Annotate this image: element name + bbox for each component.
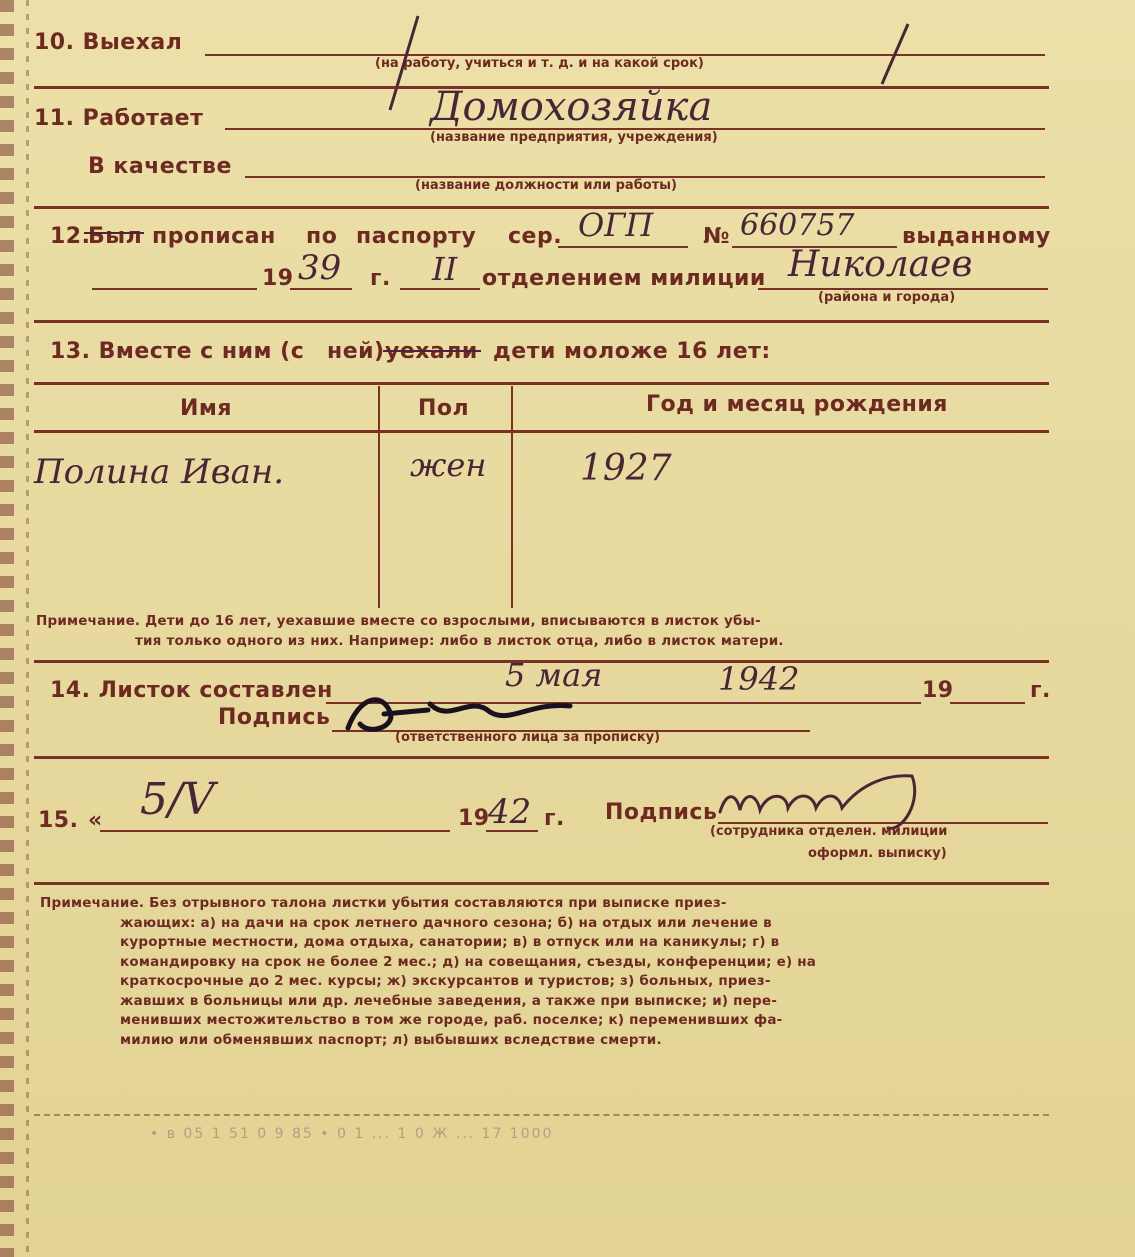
row12-text-a: прописан [152,224,276,249]
row12-number: 12. [50,224,91,249]
row15-year-prefix: 19 [458,806,490,831]
row12-number-value: 660757 [740,208,855,243]
row15-label: 15. [38,808,79,833]
child-name: Полина Иван. [34,452,285,492]
children-col-birth: Год и месяц рождения [646,392,948,417]
row15-divider [34,882,1049,885]
row13-strikeout [383,350,481,352]
row13-label-a: 13. Вместе с ним (с [50,339,305,364]
row11-position-label: В качестве [88,154,232,179]
row15-caption-2: оформл. выписку) [808,846,947,861]
note2 [40,894,817,1050]
note2-line: жающих: а) на дачи на срок летнего дачного сезона; б) на отдых или лечение в [120,914,772,931]
row12-issued: выданному [902,224,1051,249]
row14-label: 14. Листок составлен [50,678,333,703]
note2-line: Примечание. Без отрывного талона листки убытия составляются при выписке приез- [40,895,727,911]
row11-divider [34,206,1049,209]
row15-caption-1: (сотрудника отделен. милиции [710,824,948,839]
footer-imprint: • в 05 1 51 0 9 85 • 0 1 ... 1 0 Ж ... 17 1000 [150,1126,554,1142]
note1-line2: тия только одного из них. Например: либо в листок отца, либо в листок матери. [135,633,784,649]
children-table-top [34,382,1049,385]
children-col-divider-1 [378,386,380,608]
row14-year-value: 1942 [718,660,800,698]
row12-number-label: № [703,224,730,249]
row12-year-prefix: 19 [262,266,294,291]
row11-caption: (название предприятия, учреждения) [430,130,718,145]
row12-text-c: паспорту [356,224,477,249]
row15-date-underline [100,830,450,832]
row12-text-b: по [306,224,338,249]
row12-year-value: 39 [298,248,342,288]
children-col-name: Имя [180,396,233,421]
row14-day-value: 5 мая [505,656,603,694]
row12-struck-word: Был [88,224,143,249]
row14-sign-caption: (ответственного лица за прописку) [395,730,661,745]
row11-position-caption: (название должности или работы) [415,178,677,193]
row15-sign-label: Подпись [605,800,718,825]
row12-divider [34,320,1049,323]
row12-dept-label: отделением милиции [482,266,766,291]
child-birth: 1927 [580,448,672,489]
row13-label-her: ней) [327,339,385,364]
note2-line: курортные местности, дома отдыха, санатории; в) в отпуск или на каникулы; г) в [120,934,780,950]
children-col-sex: Пол [418,396,470,421]
perforation-left [0,0,14,1257]
footer-tear-line [34,1114,1049,1116]
row14-year-underline [950,702,1025,704]
row12-series-underline [558,246,688,248]
note2-line: командировку на срок не более 2 мес.; д) на совещания, съезды, конференции; е) на [120,953,817,970]
row14-sign-label: Подпись [218,705,331,730]
row12-dept-underline [400,288,480,290]
children-col-divider-2 [511,386,513,608]
row12-strikeout [84,232,144,234]
children-table-header-line [34,430,1049,433]
note2-line: жавших в больницы или др. лечебные заведения, а также при выписке; и) пере- [120,992,778,1009]
row15-year-suffix: г. [544,806,565,831]
row15-prefix: « [88,808,103,833]
child-sex: жен [410,446,487,484]
row14-year-prefix: 19 [922,678,954,703]
row11-workplace-value: Домохозяйка [430,84,713,130]
row14-year-suffix: г. [1030,678,1051,703]
row12-series-label: сер. [508,224,563,249]
row14-divider [34,756,1049,759]
row10-caption: (на работу, учиться и т. д. и на какой срок) [375,56,704,71]
row12-city-caption: (района и города) [818,290,956,305]
perforation-tear-line [26,0,29,1257]
row15-date-value: 5/V [140,774,215,825]
note2-line: краткосрочные до 2 мес. курсы; ж) экскурсантов и туристов; з) больных, приез- [120,973,771,989]
note2-line: милию или обменявших паспорт; л) выбывших вследствие смерти. [120,1031,662,1048]
row12-date-underline [92,288,257,290]
row12-dept-value: II [432,250,458,288]
note1-line1: Примечание. Дети до 16 лет, уехавшие вместе со взрослыми, вписываются в листок убы- [36,613,761,629]
note2-line: менивших местожительство в том же городе, раб. поселке; к) переменивших фа- [120,1012,783,1028]
row12-year-underline [290,288,352,290]
row13-label-struck: уехали [385,339,478,364]
row12-year-suffix: г. [370,266,391,291]
row10-label: 10. Выехал [34,30,183,55]
row12-series-value: ОГП [578,206,654,244]
row12-city-value: Николаев [788,244,973,285]
row13-label-b: дети моложе 16 лет: [493,339,771,364]
row11-label: 11. Работает [34,106,204,131]
row15-year-value: 42 [488,792,532,832]
